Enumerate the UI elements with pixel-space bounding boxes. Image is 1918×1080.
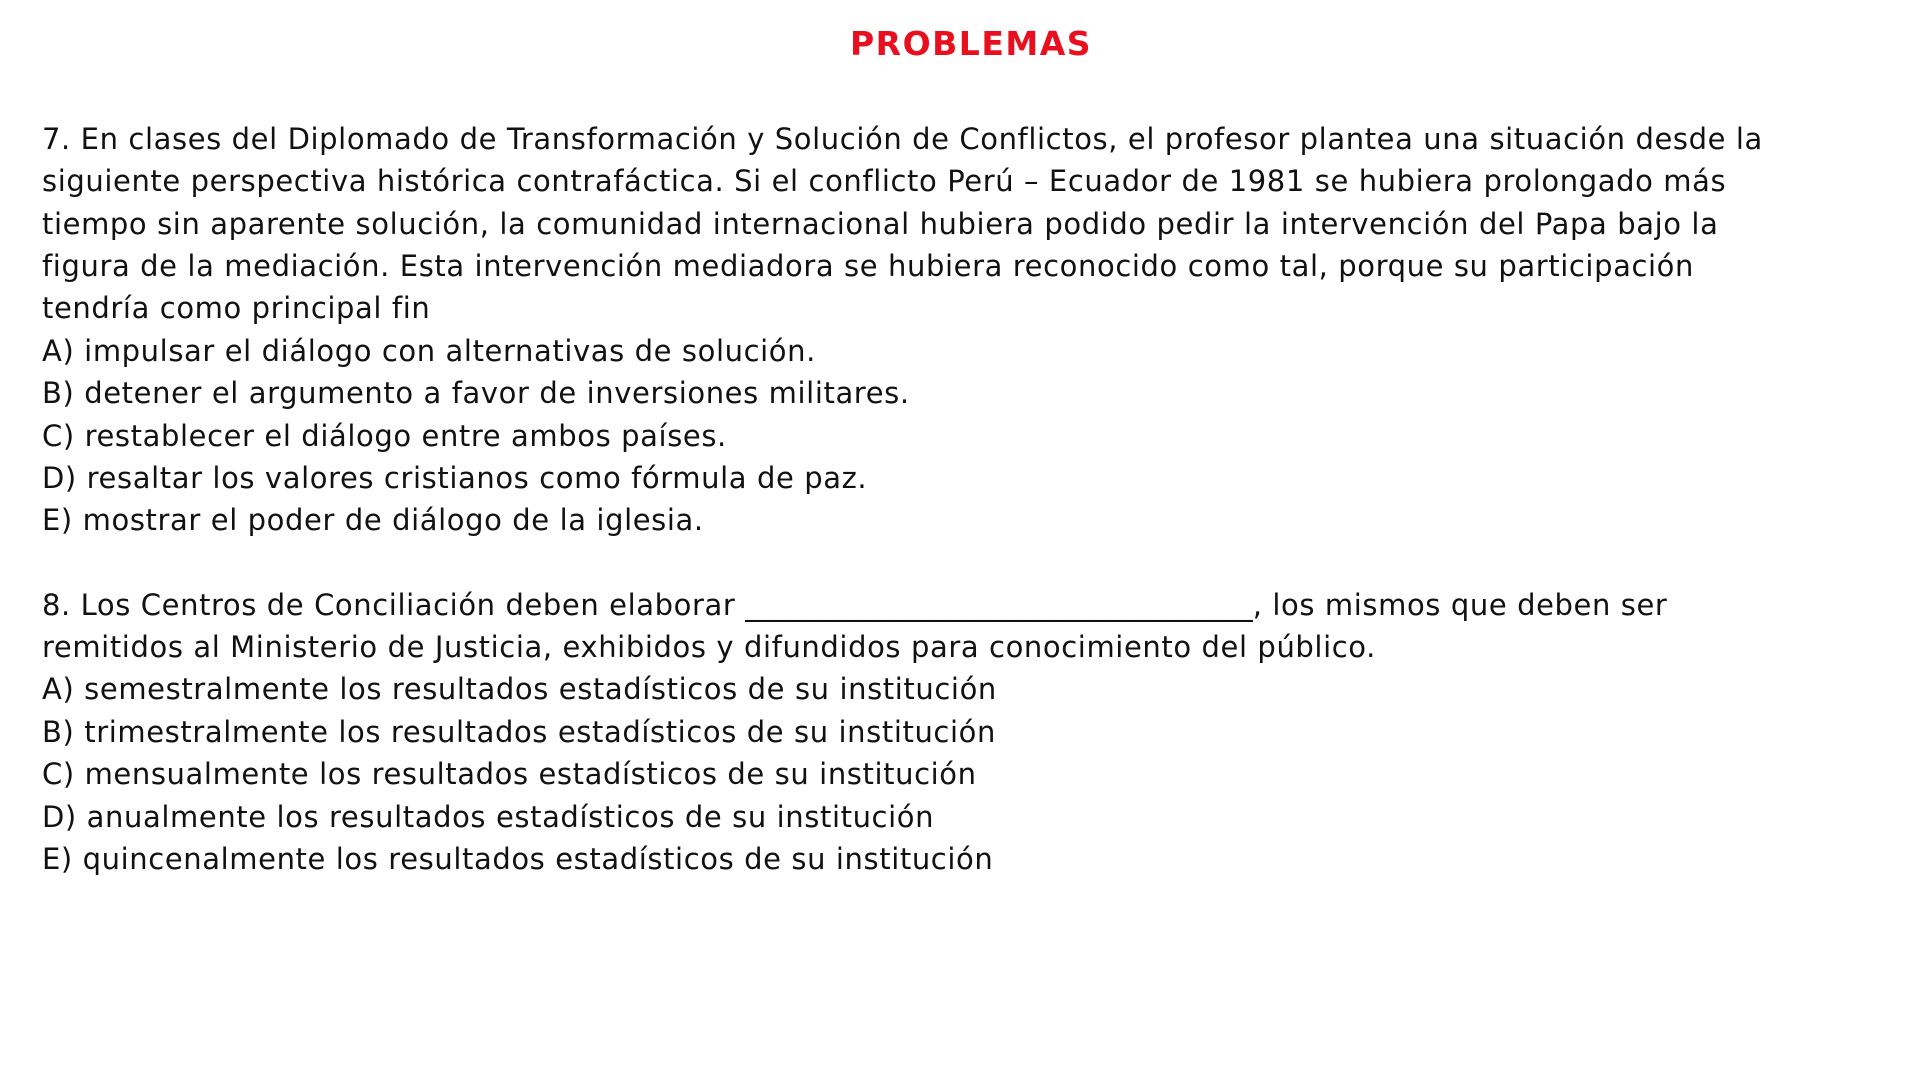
fill-in-blank: ___________________________________ <box>745 588 1253 622</box>
question-7-option-e: E) mostrar el poder de diálogo de la iglesia. <box>42 503 704 537</box>
question-8-option-e: E) quincenalmente los resultados estadísticos de su institución <box>42 842 994 876</box>
question-8-stem-line-2: remitidos al Ministerio de Justicia, exhibidos y difundidos para conocimiento del público. <box>42 630 1376 664</box>
question-7-option-d: D) resaltar los valores cristianos como fórmula de paz. <box>42 461 868 495</box>
question-7-stem-line-3: tiempo sin aparente solución, la comunidad internacional hubiera podido pedir la intervención del Papa bajo la <box>42 207 1719 241</box>
question-8-option-d: D) anualmente los resultados estadísticos de su institución <box>42 800 935 834</box>
question-7-stem-line-4: figura de la mediación. Esta intervención mediadora se hubiera reconocido como tal, porque su participación <box>42 249 1694 283</box>
question-7-stem-line-5: tendría como principal fin <box>42 291 431 325</box>
question-8-stem-text-before: 8. Los Centros de Conciliación deben elaborar <box>42 588 746 622</box>
question-8-stem-text-after: , los mismos que deben ser <box>1252 588 1668 622</box>
question-7-option-b: B) detener el argumento a favor de inversiones militares. <box>42 376 910 410</box>
question-8-option-c: C) mensualmente los resultados estadísticos de su institución <box>42 757 977 791</box>
question-8-option-b: B) trimestralmente los resultados estadísticos de su institución <box>42 715 996 749</box>
question-7-stem-line-1: 7. En clases del Diplomado de Transformación y Solución de Conflictos, el profesor plantea una situación desde la <box>42 122 1763 156</box>
question-8-stem-line-1 <box>42 584 1667 626</box>
question-8-option-a: A) semestralmente los resultados estadísticos de su institución <box>42 672 997 706</box>
question-7-option-a: A) impulsar el diálogo con alternativas de solución. <box>42 334 816 368</box>
page-title: PROBLEMAS <box>849 24 1093 63</box>
question-7-option-c: C) restablecer el diálogo entre ambos países. <box>42 419 727 453</box>
question-7-stem-line-2: siguiente perspectiva histórica contrafáctica. Si el conflicto Perú – Ecuador de 1981 se hubiera prolongado más <box>42 164 1727 198</box>
